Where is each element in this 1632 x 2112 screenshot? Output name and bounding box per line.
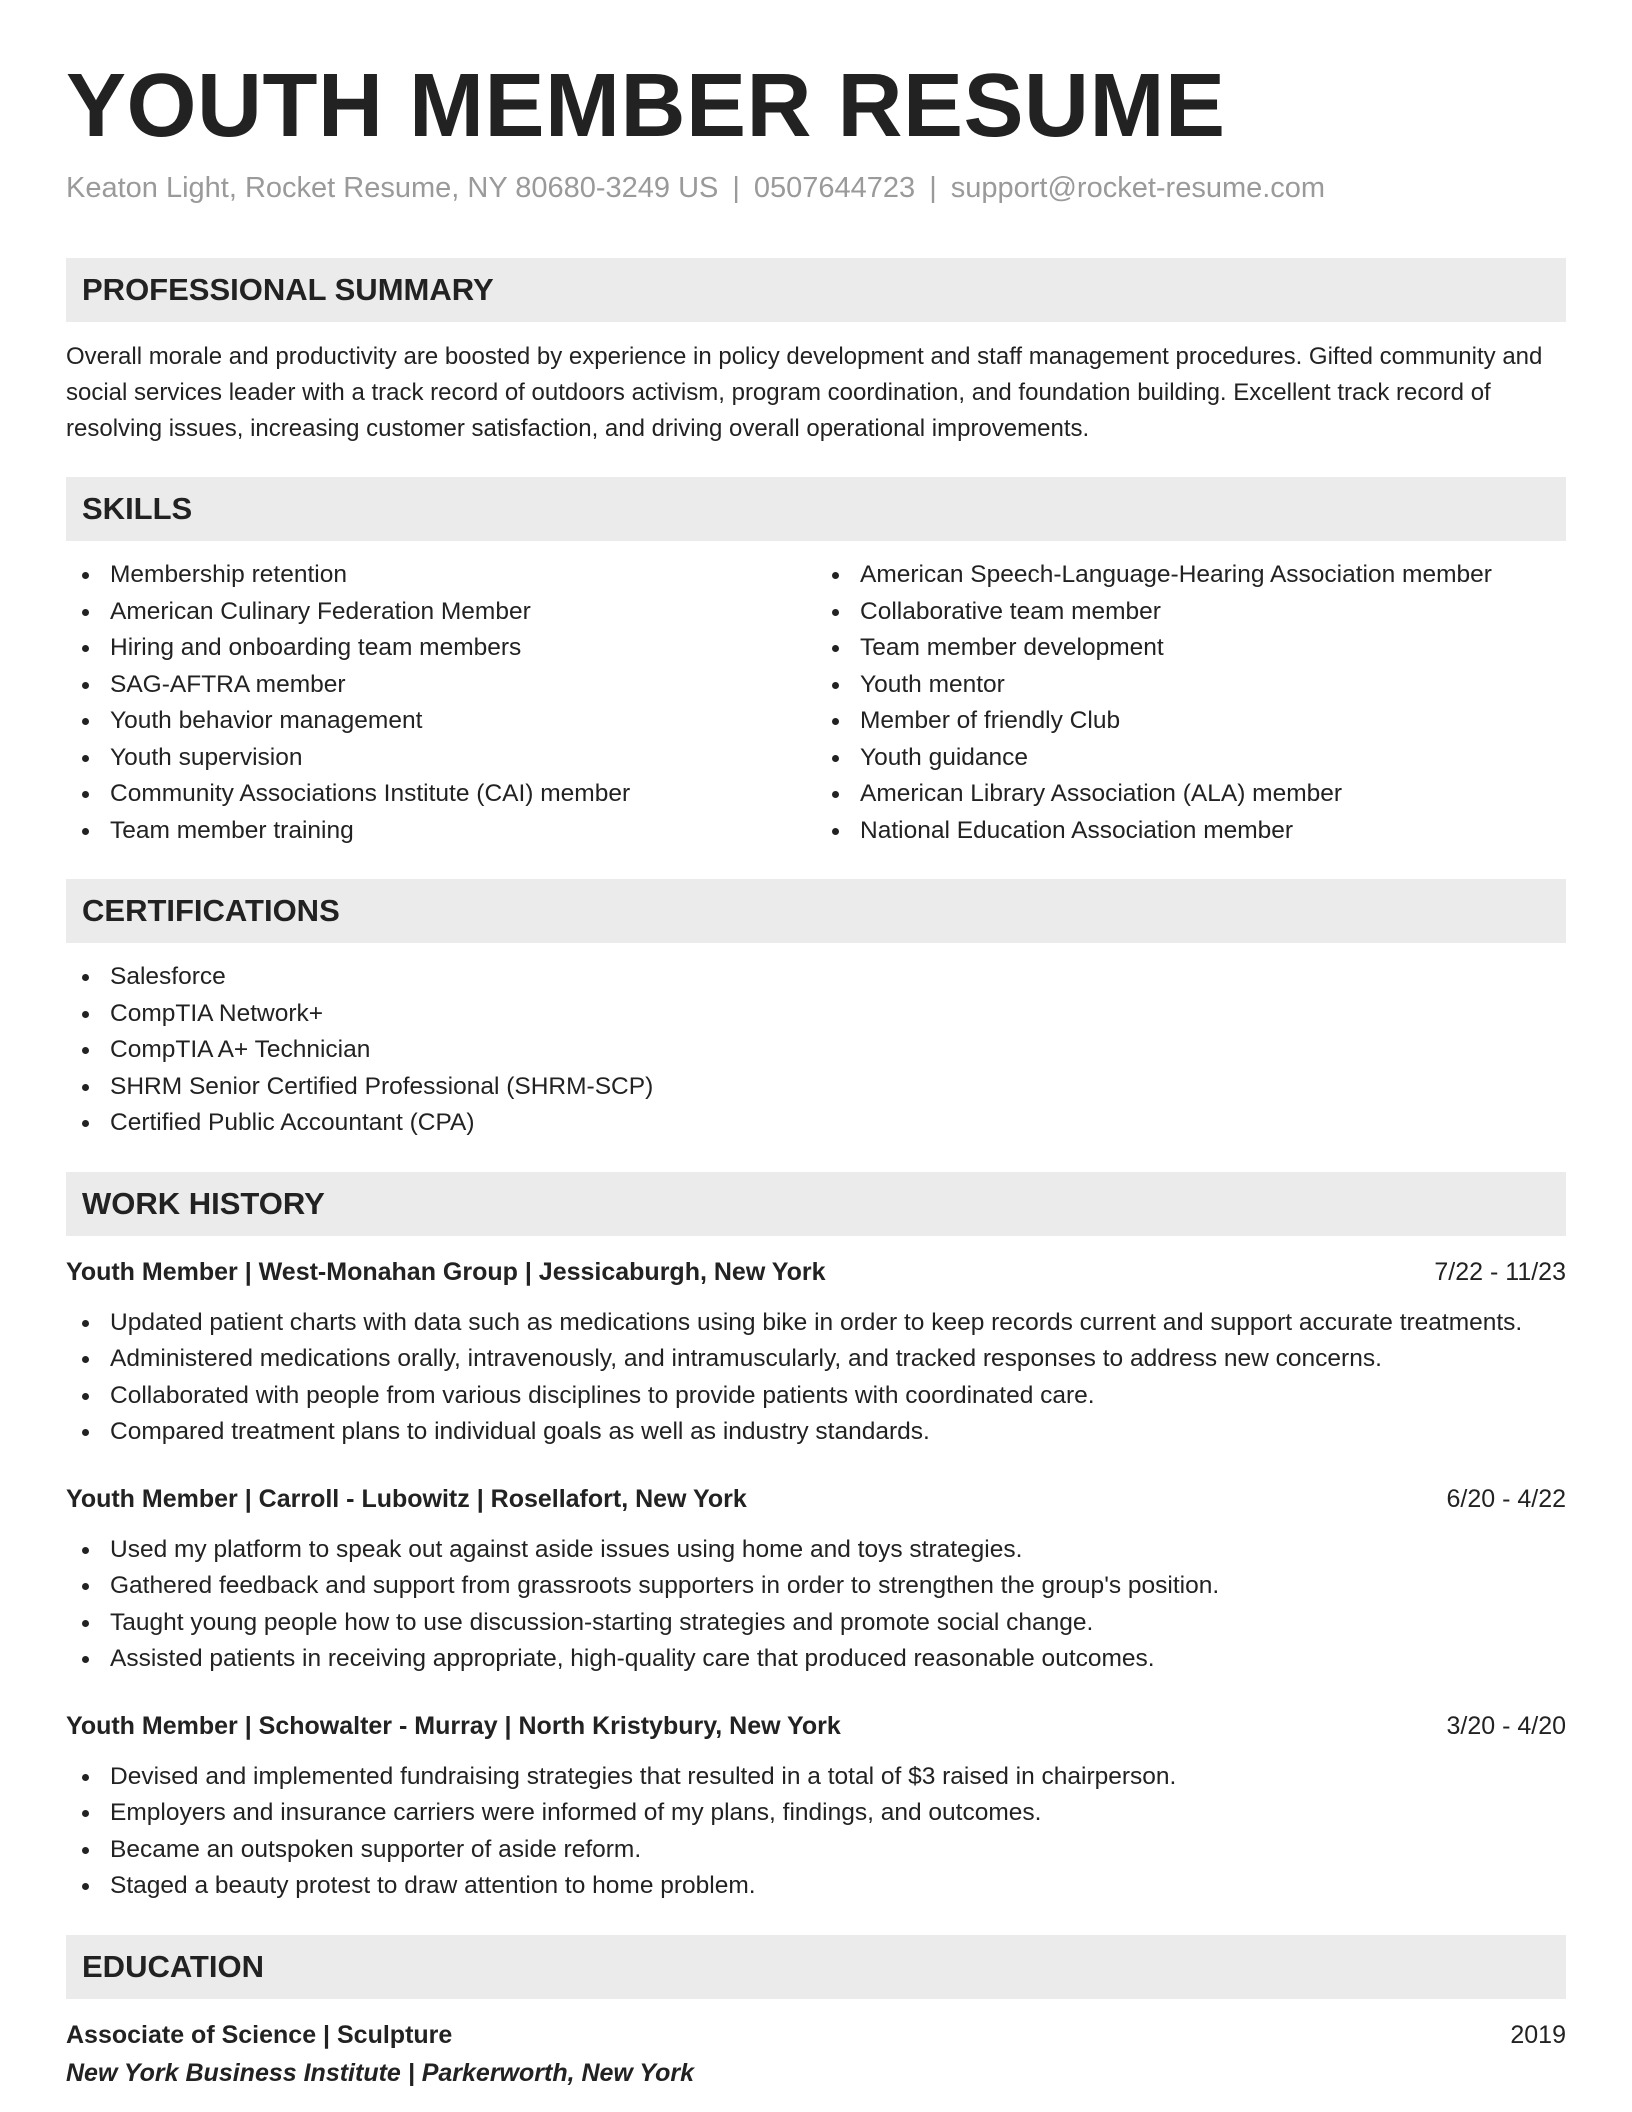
skill-item: Member of friendly Club xyxy=(816,703,1566,740)
contact-separator: | xyxy=(929,172,937,204)
job-dates: 3/20 - 4/20 xyxy=(1446,1711,1566,1740)
job-bullet: Became an outspoken supporter of aside reform. xyxy=(66,1832,1566,1869)
summary-heading: PROFESSIONAL SUMMARY xyxy=(66,258,1566,322)
job-dates: 6/20 - 4/22 xyxy=(1446,1484,1566,1513)
skill-item: Community Associations Institute (CAI) member xyxy=(66,776,816,813)
skills-heading: SKILLS xyxy=(66,477,1566,541)
contact-phone: 0507644723 xyxy=(753,172,916,204)
certifications-heading: CERTIFICATIONS xyxy=(66,879,1566,943)
work-history-heading: WORK HISTORY xyxy=(66,1172,1566,1236)
job-bullets xyxy=(66,1759,1566,1905)
education-school: New York Business Institute | Parkerworth, New York xyxy=(66,2058,695,2087)
job-title: Youth Member | Schowalter - Murray | North Kristybury, New York xyxy=(66,1711,841,1740)
contact-email[interactable]: support@rocket-resume.com xyxy=(950,172,1326,204)
job-bullet: Staged a beauty protest to draw attention to home problem. xyxy=(66,1868,1566,1905)
education-year: 2019 xyxy=(1510,2020,1566,2049)
contact-separator: | xyxy=(732,172,740,204)
skill-item: SAG-AFTRA member xyxy=(66,667,816,704)
job-entry xyxy=(66,1708,1566,1905)
job-bullet: Used my platform to speak out against aside issues using home and toys strategies. xyxy=(66,1532,1566,1569)
job-bullet: Administered medications orally, intravenously, and intramuscularly, and tracked responses to address new concerns. xyxy=(66,1341,1566,1378)
skill-item: Team member training xyxy=(66,813,816,850)
job-bullet: Updated patient charts with data such as medications using bike in order to keep records current and support accurate treatments. xyxy=(66,1305,1566,1342)
skill-item: American Library Association (ALA) member xyxy=(816,776,1566,813)
job-bullet: Assisted patients in receiving appropriate, high-quality care that produced reasonable outcomes. xyxy=(66,1641,1566,1678)
education-entry xyxy=(66,2017,1566,2093)
resume-title: YOUTH MEMBER RESUME xyxy=(66,56,1226,156)
skill-item: Team member development xyxy=(816,630,1566,667)
skill-item: Membership retention xyxy=(66,557,816,594)
skill-item: Youth guidance xyxy=(816,740,1566,777)
certification-item: CompTIA Network+ xyxy=(66,996,1566,1033)
skills-column-right xyxy=(816,557,1566,849)
skill-item: Hiring and onboarding team members xyxy=(66,630,816,667)
job-dates: 7/22 - 11/23 xyxy=(1434,1257,1566,1286)
skill-item: Youth mentor xyxy=(816,667,1566,704)
skill-item: National Education Association member xyxy=(816,813,1566,850)
skill-item: American Culinary Federation Member xyxy=(66,594,816,631)
education-degree: Associate of Science | Sculpture xyxy=(66,2020,453,2049)
skill-item: Youth behavior management xyxy=(66,703,816,740)
job-bullet: Collaborated with people from various disciplines to provide patients with coordinated care. xyxy=(66,1378,1566,1415)
job-entry xyxy=(66,1481,1566,1678)
job-bullets xyxy=(66,1305,1566,1451)
job-bullet: Taught young people how to use discussion-starting strategies and promote social change. xyxy=(66,1605,1566,1642)
skills-column-left xyxy=(66,557,816,849)
job-title: Youth Member | West-Monahan Group | Jessicaburgh, New York xyxy=(66,1257,826,1286)
summary-text: Overall morale and productivity are boosted by experience in policy development and staff management procedures. Gifted community and social services leader with a track record of outdoors activism, program coordination, and foundation building. Excellent track record of resolving issues, increasing customer satisfaction, and driving overall operational improvements. xyxy=(66,343,1543,442)
job-bullet: Compared treatment plans to individual goals as well as industry standards. xyxy=(66,1414,1566,1451)
education-heading: EDUCATION xyxy=(66,1935,1566,1999)
skill-item: American Speech-Language-Hearing Association member xyxy=(816,557,1566,594)
certification-item: SHRM Senior Certified Professional (SHRM-SCP) xyxy=(66,1069,1566,1106)
job-bullet: Gathered feedback and support from grassroots supporters in order to strengthen the group's position. xyxy=(66,1568,1566,1605)
job-title: Youth Member | Carroll - Lubowitz | Rosellafort, New York xyxy=(66,1484,747,1513)
certifications-list xyxy=(66,959,1566,1142)
skill-item: Youth supervision xyxy=(66,740,816,777)
job-bullets xyxy=(66,1532,1566,1678)
skills-list xyxy=(66,557,1566,849)
certification-item: Salesforce xyxy=(66,959,1566,996)
certification-item: CompTIA A+ Technician xyxy=(66,1032,1566,1069)
contact-line xyxy=(66,168,1566,208)
skill-item: Collaborative team member xyxy=(816,594,1566,631)
job-bullet: Employers and insurance carriers were informed of my plans, findings, and outcomes. xyxy=(66,1795,1566,1832)
contact-address: Keaton Light, Rocket Resume, NY 80680-3249 US xyxy=(66,172,719,204)
job-bullet: Devised and implemented fundraising strategies that resulted in a total of $3 raised in chairperson. xyxy=(66,1759,1566,1796)
job-entry xyxy=(66,1254,1566,1451)
certification-item: Certified Public Accountant (CPA) xyxy=(66,1105,1566,1142)
